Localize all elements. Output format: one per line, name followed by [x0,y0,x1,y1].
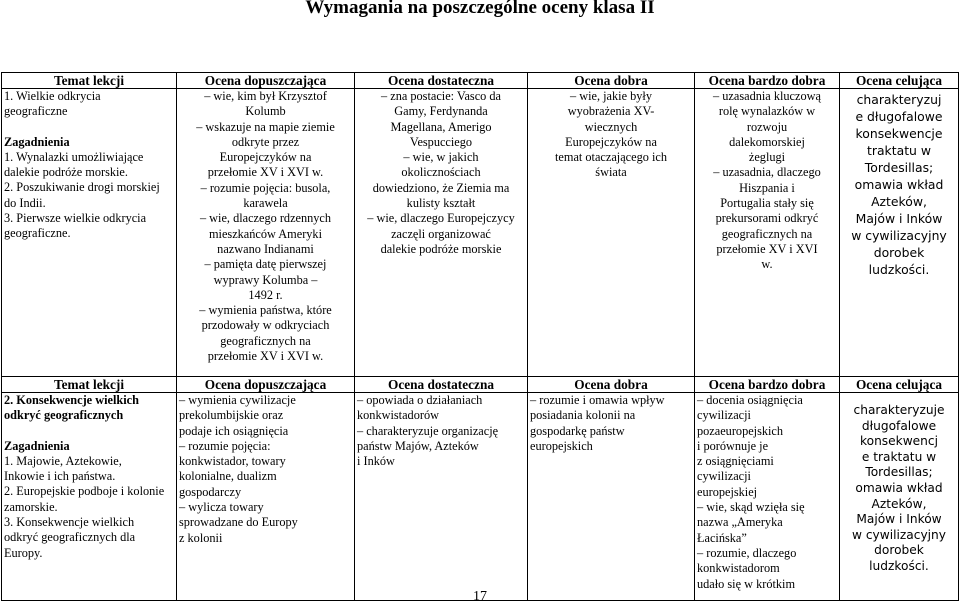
subtopic-line: 1. Majowie, Aztekowie, [4,453,122,468]
dopuszczajaca-line: z kolonii [179,530,223,545]
bardzo-dobra-line: – uzasadnia, dlaczego [713,165,821,180]
dopuszczajaca-line: mieszkańców Ameryki [208,226,323,241]
dopuszczajaca-line: nazwano Indianami [217,241,314,256]
table-header-row [2,377,959,393]
section-row [2,89,959,377]
bardzo-dobra-line: pozaeuropejskich [697,423,784,438]
dopuszczajaca-line: prekolumbijskie oraz [179,408,284,423]
bardzo-dobra-line: Łacińska” [697,530,747,545]
dopuszczajaca-line: Kolumb [245,104,286,119]
dostateczna-line: Vespucciego [409,134,473,149]
bardzo-dobra-line: udało się w krótkim [697,576,796,591]
header-ocena-dopuszczajaca: Ocena dopuszczająca [177,377,355,393]
topic-title-line: odkryć geograficznych [4,408,124,423]
header-ocena-bardzo-dobra: Ocena bardzo dobra [695,73,840,89]
dostateczna-line: – wie, w jakich [403,150,479,165]
dopuszczajaca-line: geograficznych na [220,333,311,348]
dopuszczajaca-line: wyprawy Kolumba – [213,272,318,287]
header-ocena-celujaca: Ocena celująca [840,73,959,89]
bardzo-dobra-cell [695,89,840,377]
subtopic-line: 3. Pierwsze wielkie odkrycia [4,211,147,226]
header-temat-lekcji: Temat lekcji [2,73,177,89]
dopuszczajaca-cell [177,393,355,601]
dobra-line: gospodarkę państw [530,423,625,438]
dostateczna-line: zaczęli organizować [391,226,491,241]
bardzo-dobra-line: dalekomorskiej [729,134,805,149]
dopuszczajaca-line: – wylicza towary [179,500,264,515]
dopuszczajaca-line: – pamięta datę pierwszej [204,257,327,272]
header-ocena-dostateczna: Ocena dostateczna [355,73,528,89]
celujaca-line: w cywilizacyjny [852,527,946,542]
section-row [2,393,959,601]
bardzo-dobra-line: przełomie XV i XVI [716,241,818,256]
dostateczna-line: kulisty kształt [406,196,476,211]
bardzo-dobra-line: rozwoju [746,119,788,134]
dobra-line: posiadania kolonii na [530,408,636,423]
dopuszczajaca-line: – wskazuje na mapie ziemie [196,119,335,134]
topic-title-line: 1. Wielkie odkrycia [4,89,101,103]
dopuszczajaca-line: – wie, kim był Krzysztof [204,89,327,103]
dobra-line: – rozumie i omawia wpływ [530,393,665,407]
dobra-line: Europejczyków na [565,134,657,149]
header-ocena-bardzo-dobra: Ocena bardzo dobra [695,377,840,393]
celujaca-line: traktatu w [867,143,931,158]
dopuszczajaca-line: kolonialne, dualizm [179,469,277,484]
header-ocena-dostateczna: Ocena dostateczna [355,377,528,393]
dobra-line: świata [595,165,627,180]
bardzo-dobra-line: i porównuje je [697,438,769,453]
bardzo-dobra-line: geograficznych na [721,226,813,241]
celujaca-line: konsekwencj [860,434,938,449]
dobra-line: wyobrażenia XV- [567,104,655,119]
dopuszczajaca-line: odkryte przez [231,134,300,149]
dostateczna-cell [355,393,528,601]
dostateczna-line: dalekie podróże morskie [380,241,502,256]
celujaca-cell [840,89,959,377]
celujaca-line: Majów i Inków [855,211,943,226]
dopuszczajaca-line: karawela [243,196,288,211]
dopuszczajaca-line: przełomie XV i XVI w. [207,165,324,180]
dobra-cell [528,393,695,601]
topic-cell [2,393,177,601]
dostateczna-line: okolicznościach [401,165,481,180]
header-ocena-dobra: Ocena dobra [528,73,695,89]
bardzo-dobra-line: konkwistadorom [697,561,780,576]
celujaca-line: charakteryzuj [856,92,942,107]
dopuszczajaca-line: – wymienia cywilizacje [179,393,296,407]
page-title: Wymagania na poszczególne oceny klasa II [305,0,655,18]
dobra-line: wiecznych [584,119,638,134]
dopuszczajaca-line: 1492 r. [248,287,283,302]
subtopic-line: do Indii. [4,195,46,210]
requirements-table [1,72,959,601]
celujaca-line: konsekwencje [855,126,943,141]
dostateczna-line: – wie, dlaczego Europejczycy [367,211,515,226]
subtopic-line: odkryć geograficznych dla [4,530,136,545]
bardzo-dobra-line: rolę wynalazków w [718,104,816,119]
header-ocena-celujaca: Ocena celująca [840,377,959,393]
dopuszczajaca-line: – rozumie pojęcia: busola, [200,180,331,195]
bardzo-dobra-line: żeglugi [748,150,786,165]
dopuszczajaca-line: – wymienia państwa, które [199,303,332,318]
bardzo-dobra-line: cywilizacji [697,408,751,423]
subtopic-line: 3. Konsekwencje wielkich [4,515,135,530]
dobra-cell [528,89,695,377]
celujaca-line: długofalowe [861,418,937,433]
dopuszczajaca-line: Europejczyków na [219,150,312,165]
subtopic-line: dalekie podróże morskie. [4,165,128,180]
celujaca-line: Majów i Inków [856,512,942,527]
subtopic-line: Inkowie i ich państwa. [4,469,116,484]
dopuszczajaca-line: sprowadzane do Europy [179,515,298,530]
dopuszczajaca-line: przełomie XV i XVI w. [207,349,324,364]
dopuszczajaca-line: podaje ich osiągnięcia [179,423,289,438]
bardzo-dobra-line: z osiągnięciami [697,454,774,469]
header-ocena-dobra: Ocena dobra [528,377,695,393]
page-number: 17 [473,589,487,604]
celujaca-line: Tordesillas; [865,465,933,480]
bardzo-dobra-line: Hiszpania i [739,180,795,195]
dobra-line: temat otaczającego ich [555,150,667,165]
celujaca-line: Tordesillas; [864,160,934,175]
bardzo-dobra-line: europejskiej [697,484,758,499]
dopuszczajaca-line: gospodarczy [179,484,242,499]
dostateczna-cell [355,89,528,377]
dostateczna-line: państw Majów, Azteków [357,438,479,453]
bardzo-dobra-line: cywilizacji [697,469,751,484]
dobra-line: – wie, jakie były [570,89,652,103]
dostateczna-line: – zna postacie: Vasco da [381,89,501,103]
subtopics-label: Zagadnienia [4,438,70,453]
dobra-line: europejskich [530,438,593,453]
celujaca-line: ludzkości. [868,262,930,277]
topic-title-line: 2. Konsekwencje wielkich [4,393,139,407]
dostateczna-line: Magellana, Amerigo [390,119,492,134]
celujaca-line: w cywilizacyjny [851,228,947,243]
celujaca-line: e traktatu w [861,449,937,464]
subtopic-line: zamorskie. [4,499,58,514]
dopuszczajaca-line: – rozumie pojęcia: [179,438,271,453]
bardzo-dobra-line: w. [761,257,773,272]
bardzo-dobra-cell [695,393,840,601]
bardzo-dobra-line: – uzasadnia kluczową [713,89,821,103]
dostateczna-line: – opowiada o działaniach [357,393,483,407]
dostateczna-line: dowiedziono, że Ziemia ma [372,180,510,195]
celujaca-line: dorobek [874,543,924,558]
dopuszczajaca-line: – wie, dlaczego rdzennych [199,211,332,226]
header-temat-lekcji: Temat lekcji [2,377,177,393]
subtopic-line: Europy. [4,545,43,560]
subtopic-line: geograficzne. [4,226,71,241]
celujaca-line: e długofalowe [855,109,943,124]
celujaca-line: Azteków, [871,194,927,209]
subtopics-label: Zagadnienia [4,134,70,149]
celujaca-line: charakteryzuje [853,403,945,417]
table-header-row [2,73,959,89]
bardzo-dobra-line: – rozumie, dlaczego [697,545,797,560]
celujaca-line: omawia wkład [854,177,944,192]
bardzo-dobra-line: Portugalia stały się [720,196,814,211]
bardzo-dobra-line: – wie, skąd wzięła się [697,500,805,515]
dopuszczajaca-line: przodowały w odkryciach [201,318,330,333]
bardzo-dobra-line: nazwa „Ameryka [697,515,783,530]
dostateczna-line: – charakteryzuje organizację [357,423,499,438]
celujaca-cell [840,393,959,601]
subtopic-line: 2. Poszukiwanie drogi morskiej [4,180,160,195]
celujaca-line: ludzkości. [869,558,929,573]
dopuszczajaca-cell [177,89,355,377]
header-ocena-dopuszczajaca: Ocena dopuszczająca [177,73,355,89]
celujaca-line: dorobek [873,245,925,260]
celujaca-line: omawia wkład [855,480,943,495]
topic-title-line: geograficzne [4,104,68,119]
bardzo-dobra-line: – docenia osiągnięcia [697,393,803,407]
bardzo-dobra-line: prekursorami odkryć [715,211,819,226]
dostateczna-line: Gamy, Ferdynanda [394,104,488,119]
subtopic-line: 2. Europejskie podboje i kolonie [4,484,165,499]
dostateczna-line: i Inków [357,454,395,469]
dostateczna-line: konkwistadorów [357,408,439,423]
celujaca-line: Azteków, [871,496,927,511]
subtopic-line: 1. Wynalazki umożliwiające [4,149,144,164]
topic-cell [2,89,177,377]
dopuszczajaca-line: konkwistador, towary [179,454,286,469]
